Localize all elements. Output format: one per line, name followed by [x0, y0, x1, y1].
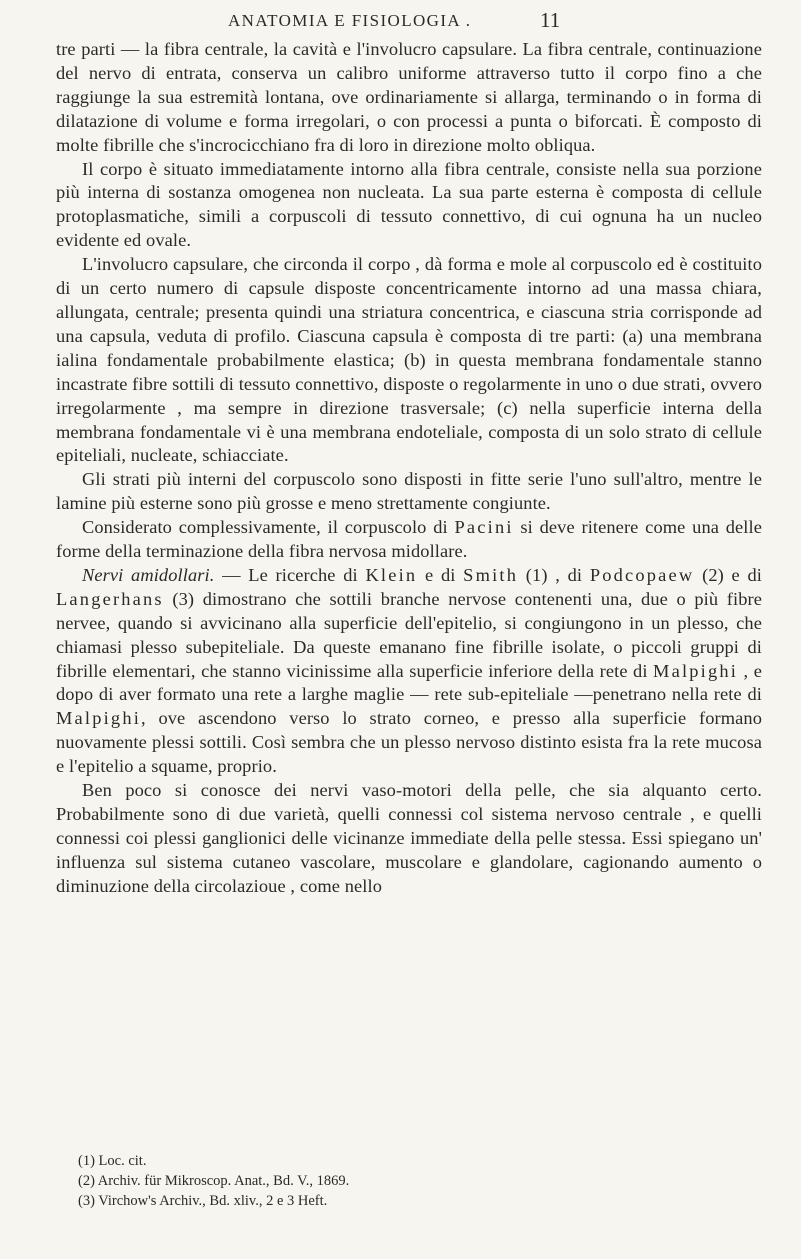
paragraph-4	[56, 468, 762, 516]
section-heading-nervi-amidollari: Nervi amidollari.	[82, 564, 215, 585]
paragraph-5	[56, 516, 762, 564]
paragraph-6-text-d: (2) e di	[694, 564, 762, 585]
footnote-2: (2) Archiv. für Mikroscop. Anat., Bd. V., 1869.	[78, 1173, 350, 1189]
paragraph-2-text: Il corpo è situato immediatamente intorno alla fibra centrale, consiste nella sua porzione più interna di sostanza omogenea non nucleata. La sua parte esterna è composta di cellule protoplasmatiche, simili a corpuscoli di tessuto connettivo, di cui ognuna ha un nucleo evidente ed ovale.	[56, 158, 762, 251]
paragraph-7-text: Ben poco si conosce dei nervi vaso-motori della pelle, che sia alquanto certo. Probabilmente sono di due varietà, quelli connessi col sistema nervoso centrale , e quelli connessi coi plessi ganglionici delle vicinanze immediate della pelle stessa. Essi spiegano un' influenza sul sistema cutaneo vascolare, muscolare e glandolare, cagionando aumento o diminuzione della circolazioue , come nello	[56, 780, 762, 896]
page-number: 11	[540, 8, 561, 32]
author-name-langerhans: Langerhans	[56, 588, 164, 609]
paragraph-6-text-c: (1) , di	[518, 564, 590, 585]
author-name-smith: Smith	[463, 564, 519, 585]
body-text	[56, 38, 762, 899]
author-name-malpighi-2: Malpighi	[56, 708, 142, 729]
paragraph-5-text-b: si deve ritenere come una delle forme della terminazione della fibra nervosa midollare.	[56, 517, 762, 562]
paragraph-6-text-f: , e dopo di aver formato una rete a larghe maglie — rete sub-epiteliale —penetrano nella rete di	[56, 660, 762, 705]
author-name-malpighi: Malpighi	[653, 660, 739, 681]
paragraph-2	[56, 158, 762, 254]
author-name-klein: Klein	[365, 564, 418, 585]
paragraph-4-text: Gli strati più interni del corpuscolo sono disposti in fitte serie l'uno sull'altro, mentre le lamine più esterne sono più grosse e meno strettamente congiunte.	[56, 469, 762, 514]
running-head-title: ANATOMIA E FISIOLOGIA .	[228, 11, 472, 30]
paragraph-3-text: L'involucro capsulare, che circonda il corpo , dà forma e mole al corpuscolo ed è costituito di un certo numero di capsule disposte concentricamente intorno ad una massa chiara, allungata, centrale; presenta quindi una striatura concentrica, e ciascuna stria corrisponde ad una capsula, veduta di profilo. Ciascuna capsula è composta di tre parti: (a) una membrana ialina fondamentale probabilmente elastica; (b) in questa membrana fondamentale stanno incastrate fibre sottili di tessuto connettivo, disposte o regolarmente in uno o due strati, ovvero irregolarmente , ma sempre in direzione trasversale; (c) nella superficie interna della membrana fondamentale vi è una membrana endoteliale, composta di un solo strato di cellule epiteliali, nucleate, schiacciate.	[56, 254, 762, 466]
paragraph-6	[56, 564, 762, 779]
paragraph-6-text-b: e di	[417, 564, 464, 585]
footnotes	[78, 1151, 758, 1211]
author-name-podcopaew: Podcopaew	[589, 564, 695, 585]
paragraph-1-text: tre parti — la fibra centrale, la cavità e l'involucro capsulare. La fibra centrale, continuazione del nervo di entrata, conserva un calibro uniforme attraverso tutto il corpo fino a che raggiunge la sua estremità lontana, ove ordinariamente si allarga, terminando o in forma di dilatazione di volume e forma irregolari, o con processi a punta o biforcati. È composto di molte fibrille che s'incrocicchiano fra di loro in direzione molto obliqua.	[56, 39, 762, 155]
author-name-pacini: Pacini	[454, 517, 514, 538]
paragraph-6-text-g: , ove ascendono verso lo strato corneo, e presso alla superficie formano nuovamente plessi sottili. Così sembra che un plesso nervoso distinto esista fra la rete mucosa e l'epitelio a squame, proprio.	[56, 708, 762, 777]
paragraph-6-text-e: (3) dimostrano che sottili branche nervose contenenti una, due o più fibre nervee, quando si avvicinano alla superficie dell'epitelio, si congiungono in un plesso, che chiamasi plesso subepiteliale. Da queste emanano fine fibrille isolate, o piccoli gruppi di fibrille elementari, che stanno vicinissime alla superficie inferiore della rete di	[56, 588, 762, 681]
paragraph-3	[56, 253, 762, 468]
paragraph-7	[56, 779, 762, 899]
paragraph-1	[56, 38, 762, 158]
paragraph-6-text-a: — Le ricerche di	[214, 564, 366, 585]
footnote-3: (3) Virchow's Archiv., Bd. xliv., 2 e 3 Heft.	[78, 1193, 328, 1209]
running-head	[0, 8, 801, 38]
footnote-1: (1) Loc. cit.	[78, 1153, 147, 1169]
paragraph-5-text-a: Considerato complessivamente, il corpuscolo di	[82, 517, 455, 538]
